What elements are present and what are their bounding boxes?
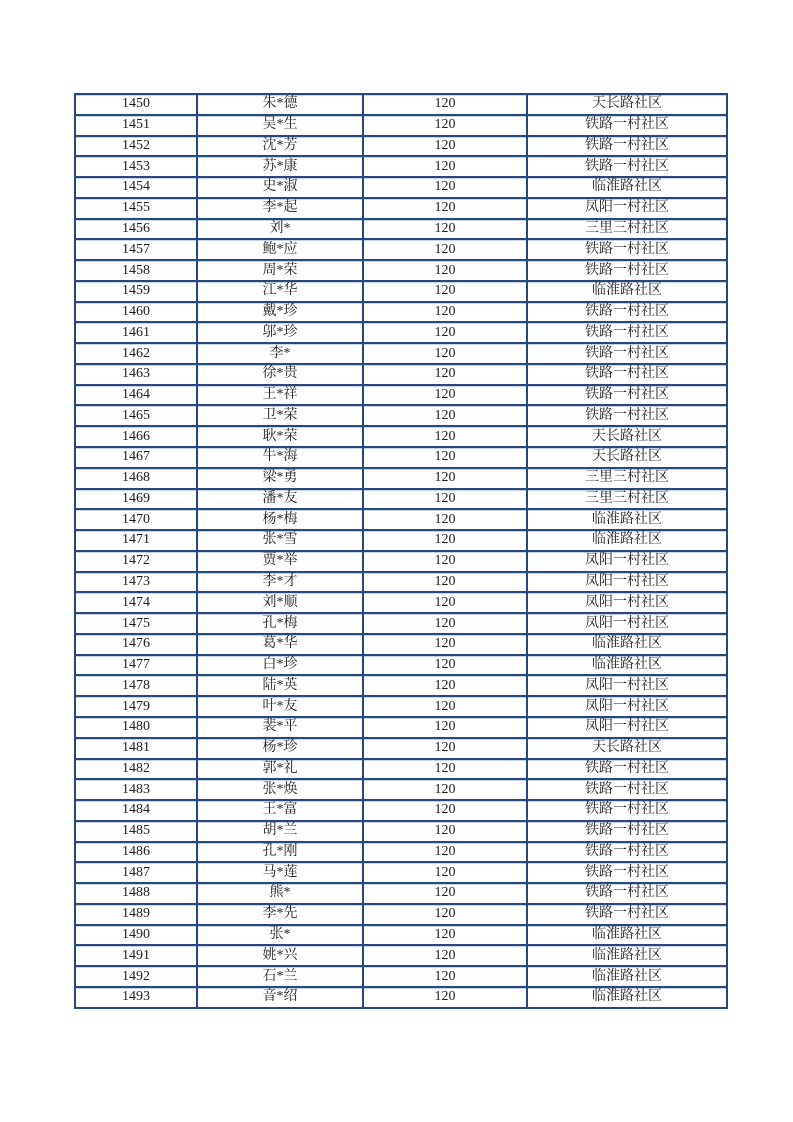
community-cell: 凤阳一村社区 [527,198,727,219]
table-row [75,343,727,364]
amount-cell: 120 [363,239,527,260]
name-cell: 石*兰 [197,966,363,987]
serial-number-cell: 1459 [75,281,197,302]
name-cell: 贾*举 [197,551,363,572]
community-cell: 铁路一村社区 [527,156,727,177]
community-cell: 铁路一村社区 [527,842,727,863]
amount-cell: 120 [363,634,527,655]
serial-number-cell: 1486 [75,842,197,863]
amount-cell: 120 [363,655,527,676]
community-cell: 临淮路社区 [527,655,727,676]
table-row [75,239,727,260]
serial-number-cell: 1471 [75,530,197,551]
amount-cell: 120 [363,405,527,426]
name-cell: 史*淑 [197,177,363,198]
table-row [75,115,727,136]
table-row [75,489,727,510]
name-cell: 江*华 [197,281,363,302]
name-cell: 裴*平 [197,717,363,738]
community-cell: 天长路社区 [527,738,727,759]
amount-cell: 120 [363,592,527,613]
table-row [75,634,727,655]
table-row [75,281,727,302]
serial-number-cell: 1473 [75,572,197,593]
table-row [75,821,727,842]
table-row [75,696,727,717]
name-cell: 卫*荣 [197,405,363,426]
table-row [75,177,727,198]
name-cell: 邬*珍 [197,322,363,343]
amount-cell: 120 [363,260,527,281]
name-cell: 张*焕 [197,779,363,800]
amount-cell: 120 [363,364,527,385]
amount-cell: 120 [363,759,527,780]
table-row [75,426,727,447]
name-cell: 孔*刚 [197,842,363,863]
name-cell: 李*先 [197,904,363,925]
serial-number-cell: 1458 [75,260,197,281]
community-cell: 临淮路社区 [527,177,727,198]
name-cell: 白*珍 [197,655,363,676]
table-row [75,136,727,157]
serial-number-cell: 1455 [75,198,197,219]
name-cell: 李*起 [197,198,363,219]
name-cell: 梁*勇 [197,468,363,489]
serial-number-cell: 1454 [75,177,197,198]
name-cell: 音*绍 [197,987,363,1008]
name-cell: 熊* [197,883,363,904]
name-cell: 杨*梅 [197,509,363,530]
community-cell: 铁路一村社区 [527,115,727,136]
amount-cell: 120 [363,156,527,177]
amount-cell: 120 [363,925,527,946]
community-cell: 铁路一村社区 [527,883,727,904]
amount-cell: 120 [363,447,527,468]
serial-number-cell: 1469 [75,489,197,510]
serial-number-cell: 1481 [75,738,197,759]
table-row [75,717,727,738]
table-row [75,842,727,863]
serial-number-cell: 1487 [75,862,197,883]
community-cell: 铁路一村社区 [527,862,727,883]
table-row [75,509,727,530]
community-cell: 凤阳一村社区 [527,592,727,613]
community-cell: 三里三村社区 [527,468,727,489]
amount-cell: 120 [363,821,527,842]
community-cell: 天长路社区 [527,447,727,468]
serial-number-cell: 1451 [75,115,197,136]
community-cell: 铁路一村社区 [527,364,727,385]
serial-number-cell: 1491 [75,945,197,966]
community-cell: 临淮路社区 [527,281,727,302]
table-row [75,322,727,343]
amount-cell: 120 [363,966,527,987]
amount-cell: 120 [363,343,527,364]
serial-number-cell: 1478 [75,675,197,696]
name-cell: 牛*海 [197,447,363,468]
amount-cell: 120 [363,219,527,240]
serial-number-cell: 1468 [75,468,197,489]
amount-cell: 120 [363,177,527,198]
amount-cell: 120 [363,136,527,157]
table-row [75,530,727,551]
table-row [75,447,727,468]
table-row [75,260,727,281]
table-row [75,759,727,780]
records-table-body [75,94,727,1008]
community-cell: 铁路一村社区 [527,239,727,260]
community-cell: 临淮路社区 [527,509,727,530]
serial-number-cell: 1470 [75,509,197,530]
community-cell: 铁路一村社区 [527,322,727,343]
table-row [75,468,727,489]
serial-number-cell: 1464 [75,385,197,406]
table-row [75,655,727,676]
table-row [75,966,727,987]
community-cell: 铁路一村社区 [527,136,727,157]
community-cell: 凤阳一村社区 [527,551,727,572]
serial-number-cell: 1490 [75,925,197,946]
serial-number-cell: 1466 [75,426,197,447]
serial-number-cell: 1475 [75,613,197,634]
amount-cell: 120 [363,779,527,800]
community-cell: 铁路一村社区 [527,260,727,281]
community-cell: 铁路一村社区 [527,904,727,925]
amount-cell: 120 [363,717,527,738]
community-cell: 铁路一村社区 [527,302,727,323]
serial-number-cell: 1485 [75,821,197,842]
table-row [75,302,727,323]
name-cell: 王*富 [197,800,363,821]
table-row [75,675,727,696]
amount-cell: 120 [363,551,527,572]
table-row [75,613,727,634]
amount-cell: 120 [363,302,527,323]
community-cell: 铁路一村社区 [527,759,727,780]
table-row [75,94,727,115]
community-cell: 铁路一村社区 [527,343,727,364]
table-row [75,987,727,1008]
community-cell: 三里三村社区 [527,219,727,240]
name-cell: 李* [197,343,363,364]
amount-cell: 120 [363,987,527,1008]
community-cell: 凤阳一村社区 [527,675,727,696]
amount-cell: 120 [363,613,527,634]
name-cell: 葛*华 [197,634,363,655]
community-cell: 铁路一村社区 [527,779,727,800]
name-cell: 陆*英 [197,675,363,696]
name-cell: 周*荣 [197,260,363,281]
serial-number-cell: 1462 [75,343,197,364]
amount-cell: 120 [363,572,527,593]
amount-cell: 120 [363,945,527,966]
amount-cell: 120 [363,281,527,302]
table-row [75,904,727,925]
amount-cell: 120 [363,904,527,925]
name-cell: 姚*兴 [197,945,363,966]
community-cell: 临淮路社区 [527,530,727,551]
community-cell: 天长路社区 [527,426,727,447]
community-cell: 临淮路社区 [527,945,727,966]
community-cell: 凤阳一村社区 [527,717,727,738]
serial-number-cell: 1493 [75,987,197,1008]
serial-number-cell: 1483 [75,779,197,800]
serial-number-cell: 1480 [75,717,197,738]
serial-number-cell: 1476 [75,634,197,655]
table-row [75,883,727,904]
table-row [75,551,727,572]
serial-number-cell: 1489 [75,904,197,925]
name-cell: 刘*顺 [197,592,363,613]
name-cell: 戴*珍 [197,302,363,323]
name-cell: 马*莲 [197,862,363,883]
table-row [75,156,727,177]
name-cell: 徐*贵 [197,364,363,385]
amount-cell: 120 [363,738,527,759]
amount-cell: 120 [363,94,527,115]
serial-number-cell: 1465 [75,405,197,426]
name-cell: 张* [197,925,363,946]
name-cell: 耿*荣 [197,426,363,447]
name-cell: 苏*康 [197,156,363,177]
serial-number-cell: 1461 [75,322,197,343]
community-cell: 临淮路社区 [527,634,727,655]
amount-cell: 120 [363,842,527,863]
community-cell: 凤阳一村社区 [527,613,727,634]
records-table [74,93,728,1009]
table-row [75,862,727,883]
amount-cell: 120 [363,675,527,696]
amount-cell: 120 [363,198,527,219]
amount-cell: 120 [363,489,527,510]
amount-cell: 120 [363,385,527,406]
name-cell: 朱*德 [197,94,363,115]
serial-number-cell: 1477 [75,655,197,676]
serial-number-cell: 1472 [75,551,197,572]
community-cell: 天长路社区 [527,94,727,115]
amount-cell: 120 [363,530,527,551]
table-row [75,572,727,593]
name-cell: 李*才 [197,572,363,593]
table-row [75,779,727,800]
serial-number-cell: 1467 [75,447,197,468]
community-cell: 临淮路社区 [527,987,727,1008]
amount-cell: 120 [363,468,527,489]
table-row [75,364,727,385]
community-cell: 铁路一村社区 [527,385,727,406]
name-cell: 鲍*应 [197,239,363,260]
table-row [75,592,727,613]
serial-number-cell: 1450 [75,94,197,115]
serial-number-cell: 1488 [75,883,197,904]
community-cell: 临淮路社区 [527,925,727,946]
amount-cell: 120 [363,426,527,447]
serial-number-cell: 1457 [75,239,197,260]
table-row [75,198,727,219]
community-cell: 三里三村社区 [527,489,727,510]
serial-number-cell: 1484 [75,800,197,821]
name-cell: 刘* [197,219,363,240]
serial-number-cell: 1492 [75,966,197,987]
community-cell: 铁路一村社区 [527,821,727,842]
amount-cell: 120 [363,883,527,904]
name-cell: 张*雪 [197,530,363,551]
name-cell: 胡*兰 [197,821,363,842]
serial-number-cell: 1463 [75,364,197,385]
table-row [75,945,727,966]
name-cell: 吴*生 [197,115,363,136]
name-cell: 孔*梅 [197,613,363,634]
serial-number-cell: 1479 [75,696,197,717]
table-row [75,219,727,240]
amount-cell: 120 [363,862,527,883]
community-cell: 临淮路社区 [527,966,727,987]
name-cell: 杨*珍 [197,738,363,759]
amount-cell: 120 [363,696,527,717]
table-row [75,738,727,759]
amount-cell: 120 [363,115,527,136]
table-row [75,800,727,821]
community-cell: 凤阳一村社区 [527,696,727,717]
table-row [75,405,727,426]
name-cell: 沈*芳 [197,136,363,157]
name-cell: 王*祥 [197,385,363,406]
table-row [75,385,727,406]
serial-number-cell: 1453 [75,156,197,177]
serial-number-cell: 1474 [75,592,197,613]
amount-cell: 120 [363,322,527,343]
amount-cell: 120 [363,800,527,821]
serial-number-cell: 1460 [75,302,197,323]
name-cell: 郭*礼 [197,759,363,780]
community-cell: 铁路一村社区 [527,405,727,426]
amount-cell: 120 [363,509,527,530]
serial-number-cell: 1456 [75,219,197,240]
name-cell: 叶*友 [197,696,363,717]
serial-number-cell: 1452 [75,136,197,157]
community-cell: 凤阳一村社区 [527,572,727,593]
community-cell: 铁路一村社区 [527,800,727,821]
table-row [75,925,727,946]
serial-number-cell: 1482 [75,759,197,780]
name-cell: 潘*友 [197,489,363,510]
